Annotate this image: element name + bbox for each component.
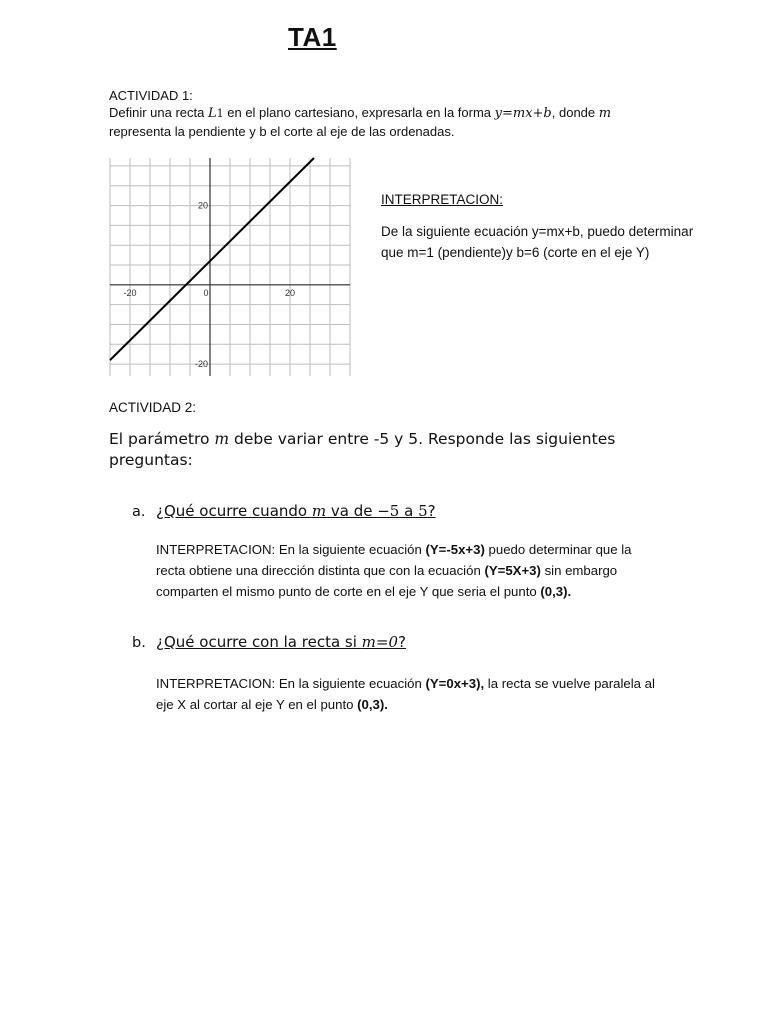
intercept-point: (0,3). [540, 584, 572, 599]
activity-2-intro-text: debe variar entre -5 y 5. Responde las siguientes preguntas: [109, 430, 616, 469]
answer-b-text: INTERPRETACION: En la siguiente ecuación [156, 676, 426, 691]
question-a-part: va de [326, 502, 378, 520]
interpretation-1-heading: INTERPRETACION: [381, 192, 504, 207]
answer-a-text: sin embargo comparten el mismo punto de corte en el eje Y que seria el punto [156, 563, 618, 599]
answer-a [156, 539, 656, 602]
question-b-part: ¿Qué ocurre con la recta si [156, 633, 362, 651]
x-tick-label: 0 [203, 287, 209, 298]
range-from: −5 [377, 502, 400, 520]
question-b-letter: b. [132, 635, 146, 651]
question-a-part: a [399, 502, 419, 520]
question-a-text [156, 502, 436, 520]
x-tick-label: -20 [123, 287, 137, 298]
question-a [132, 502, 146, 520]
answer-b [156, 673, 656, 715]
range-to: 5 [418, 502, 428, 520]
line-name: L [208, 106, 217, 121]
intercept-point: (0,3). [357, 697, 388, 712]
question-b-part: ? [398, 633, 406, 651]
m-symbol: m [311, 502, 327, 520]
y-tick-label: -20 [194, 359, 208, 370]
question-a-part: ¿Qué ocurre cuando [156, 502, 312, 520]
activity-1-text: , donde [551, 105, 599, 120]
question-a-part: ? [427, 502, 436, 520]
activity-2-intro-text: El parámetro [109, 430, 215, 448]
x-tick-label: 20 [284, 287, 296, 298]
activity-1-instructions [109, 104, 669, 141]
activity-2-heading: ACTIVIDAD 2: [109, 400, 197, 415]
equation-positive-slope: (Y=5X+3) [484, 563, 541, 578]
m-zero-condition: m=0 [361, 633, 399, 651]
line-subscript: 1 [216, 107, 224, 120]
answer-b-text: la recta se vuelve paralela al eje X al cortar al eje Y en el punto [156, 676, 655, 712]
activity-1-text: representa la pendiente y b el corte al eje de las ordenadas. [109, 124, 455, 139]
series-line [110, 158, 314, 360]
equation-zero-slope: (Y=0x+3), [425, 676, 485, 691]
slope-intercept-form: y=mx+b [494, 106, 552, 121]
interpretation-1-body: De la siguiente ecuación y=mx+b, puedo determinar que m=1 (pendiente)y b=6 (corte en el eje Y) [381, 224, 694, 260]
m-symbol: m [214, 430, 230, 448]
y-tick-label: 20 [197, 200, 208, 211]
page-title: TA1 [288, 22, 337, 52]
activity-1-text: Definir una recta [109, 105, 208, 120]
activity-1-text: en el plano cartesiano, expresarla en la forma [223, 105, 495, 120]
question-a-letter: a. [132, 504, 146, 520]
answer-a-text: INTERPRETACION: En la siguiente ecuación [156, 542, 426, 557]
question-b-text [156, 633, 406, 651]
activity-1-heading: ACTIVIDAD 1: [109, 88, 193, 103]
cartesian-graph [106, 154, 354, 380]
answer-a-text: puedo determinar que la recta obtiene una dirección distinta que con la ecuación [156, 542, 632, 578]
equation-negative-slope: (Y=-5x+3) [425, 542, 485, 557]
activity-2-intro [109, 429, 629, 471]
question-b [132, 633, 146, 651]
m-symbol: m [598, 106, 612, 121]
